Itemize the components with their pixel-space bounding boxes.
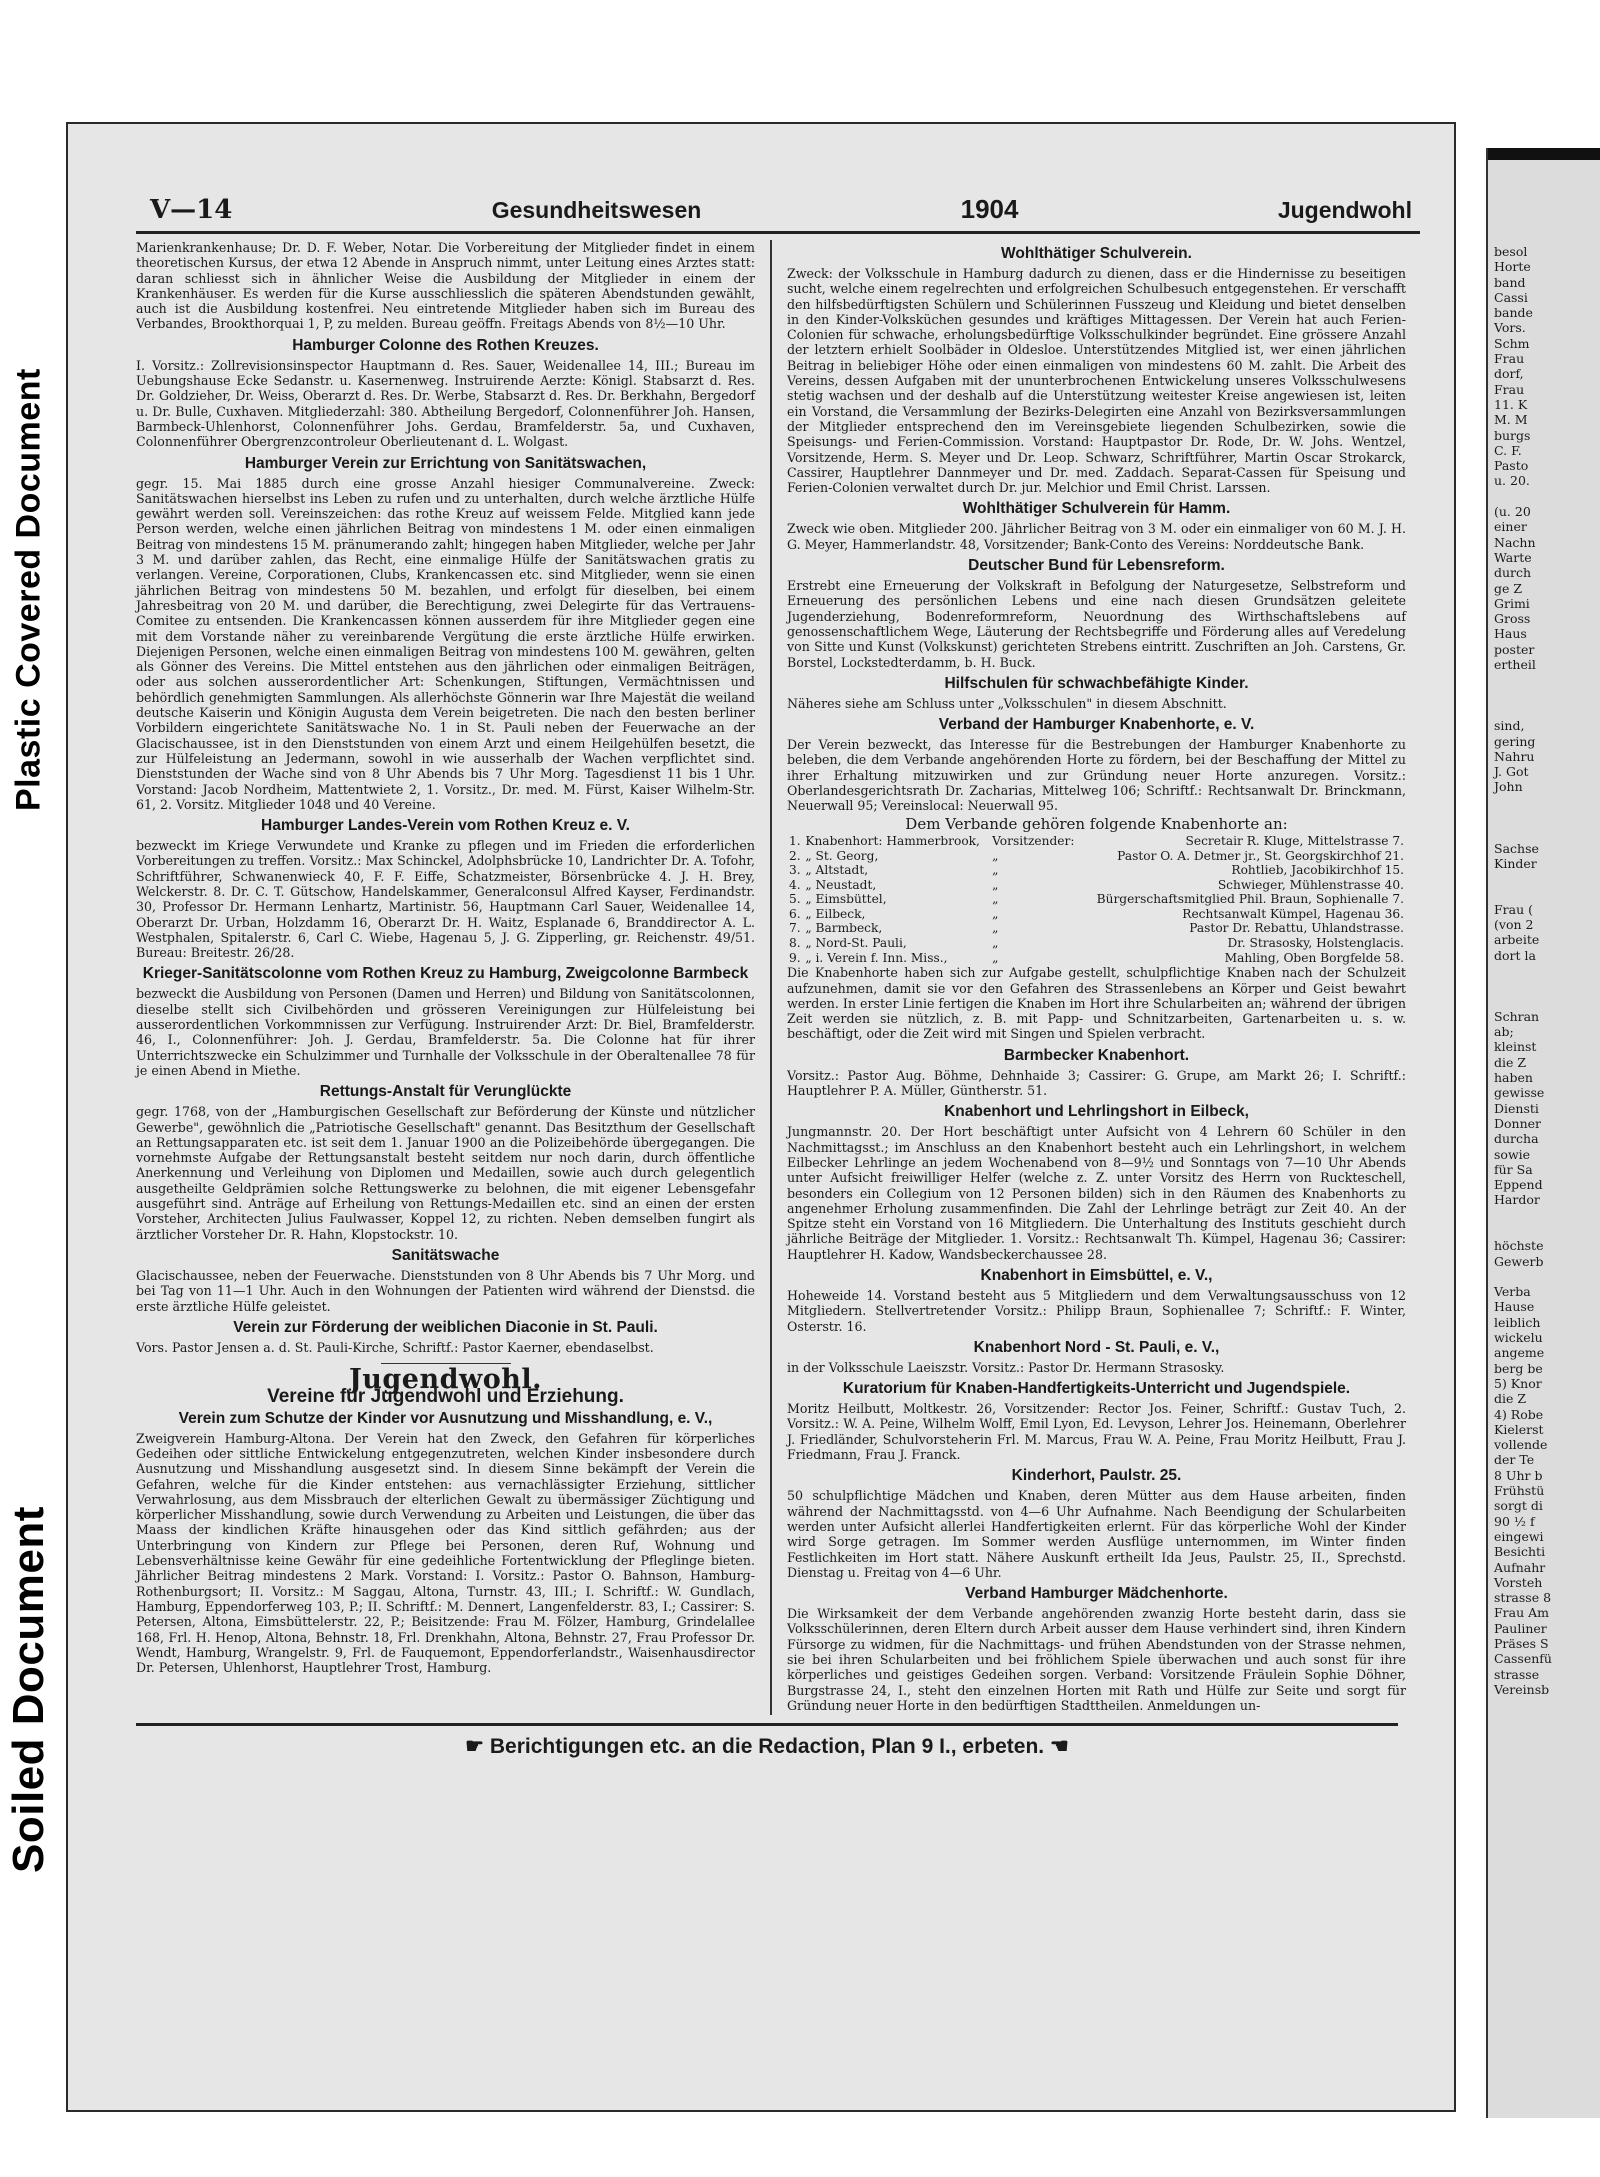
neighbor-text-fragment: höchste bbox=[1494, 1238, 1544, 1254]
neighbor-text-fragment: Gewerb bbox=[1494, 1253, 1544, 1269]
section-text: Die Knabenhorte haben sich zur Aufgabe gestellt, schulpflichtige Knaben nach der Schulzeit aufzunehmen, damit sie vor den Gefahren des Strassenlebens an Körper und Geist bewahrt werden. In erster Linie fertigen die Knaben im Hort ihre Schularbeiten an; während der übrigen Zeit werden sie nützlich, z. B. mit Papp- und Schnitzarbeiten, Gartenarbeiten u. s. w. beschäftigt, oder die Zeit wird mit Singen und Spielen verbracht. bbox=[787, 965, 1406, 1042]
pointing-hand-right-icon: ☚ bbox=[1049, 1735, 1069, 1759]
table-cell-vor: „ bbox=[992, 950, 999, 965]
section-heading: Barmbecker Knabenhort. bbox=[1003, 1046, 1190, 1064]
table-cell-name: „ Neustadt, bbox=[805, 877, 877, 892]
section-text: Näheres siehe am Schluss unter „Volksschulen" in diesem Abschnitt. bbox=[787, 695, 1227, 711]
table-cell-name: Knabenhort: Hammerbrook, bbox=[805, 833, 980, 848]
neighbor-text-fragment: Verba bbox=[1494, 1284, 1531, 1300]
table-row bbox=[787, 863, 1406, 878]
chapter-subtitle: Vereine für Jugendwohl und Erziehung. bbox=[267, 1386, 624, 1408]
table-cell-person: Secretair R. Kluge, Mittelstrasse 7. bbox=[1185, 833, 1404, 848]
neighbor-text-fragment: strasse 8 bbox=[1494, 1590, 1552, 1606]
neighbor-text-fragment: dort la bbox=[1494, 947, 1536, 963]
section-text: Der Verein bezweckt, das Interesse für die Bestrebungen der Hamburger Knabenhorte zu beleben, die dem Verbande angehörenden Horte zu fördern, bei der Beschaffung der Mittel zu ihrer Erhaltung mitzuwirken und zur Gründung neuer Horte anzuregen. Vorsitz.: Oberlandesgerichtsrath Dr. Zacharias, Mittelweg 106; Schriftf.: Rechtsanwalt Dr. Brinckmann, Neuerwall 95; Vereinslocal: Neuerwall 95. bbox=[787, 737, 1406, 814]
neighbor-text-fragment: Gross bbox=[1494, 611, 1531, 627]
section-text: 50 schulpflichtige Mädchen und Knaben, deren Mütter aus dem Hause arbeiten, finden während der Nachmittagsstd. von 4—6 Uhr Aufnahme. Nach Beendigung der Schularbeiten werden unter Aufsicht allerlei Handfertigkeiten erlernt. Für das körperliche Wohl der Kinder wird Sorge getragen. Im Sommer werden Ausflüge unternommen, im Winter finden Festlichkeiten im Hort statt. Nähere Auskunft ertheilt Ida Jeus, Paulstr. 25, II., Sprechstd. Dienstag u. Freitag von 4—6 Uhr. bbox=[787, 1488, 1406, 1580]
neighbor-text-fragment bbox=[1488, 688, 1552, 703]
section-text: gegr. 1768, von der „Hamburgischen Gesellschaft zur Beförderung der Künste und nützlicher Gewerbe", gewöhnlich die „Patriotische Gesellschaft" genannt. Das Besitzthum der Gesellschaft an Rettungsapparaten etc. ist seit dem 1. Januar 1900 an die Polizeibehörde übergegangen. Die vornehmste Aufgabe der Rettungsanstalt besteht seitdem nur noch darin, durch öffentliche Anerkennung und Verleihung von Diplomen und Medaillen, sowie auch durch gelegentlich ausgetheilte Geldprämien solche Rettungswerke zu belohnen, die mit eigener Lebensgefahr ausgeführt sind. Anträge auf Erheilung von Rettungs-Medaillen etc. sind an einen der ersten Vorsteher, Architecten Julius Faulwasser, Koppel 12, zu richten. Neben demselben fungirt als ärztlicher Vorsteher Dr. R. Hahn, Klopstockstr. 10. bbox=[136, 1104, 755, 1242]
neighbor-text-fragment: Vereinsb bbox=[1494, 1681, 1550, 1697]
neighbor-text-fragment: Pauliner bbox=[1494, 1620, 1547, 1636]
neighbor-text-fragment: sorgt di bbox=[1494, 1498, 1543, 1514]
section-text: gegr. 15. Mai 1885 durch eine grosse Anzahl hiesiger Communalvereine. Zweck: Sanitätswachen hierselbst ins Leben zu rufen und zu unterhalten, durch welche ärztliche Hülfe gewährt werden soll. Vereinszeichen: das rothe Kreuz auf weissem Felde. Mitglied kann jede Person werden, welche einen jährlichen Beitrag von mindestens 1 M. oder einen einmaligen Beitrag von mindestens 15 M. pränumerando zahlt; hingegen haben Mitglieder, welche per Jahr 3 M. und darüber zahlen, das Recht, eine einmalige Hülfe der Sanitätswachen gratis zu verlangen. Vereine, Corporationen, Clubs, Krankencassen etc. sind Mitglieder, wenn sie einen jährlichen Beitrag von mindestens 50 M. bezahlen, und erfolgt für dieselben, bei einem Jahresbeitrag von 20 M. und darüber, die Berechtigung, zwei Delegirte für das Vertrauens-Comitee zu entsenden. Die Krankencassen können ausserdem für ihre Mitglieder gegen eine mit dem Vorstande näher zu vereinbarende Vergütung die erste ärztliche Hülfe erwirken. Diejenigen Personen, welche einen einmaligen Beitrag von mindestens 100 M. gewähren, gelten als Gönner des Vereins. Die Mittel entstehen aus den jährlichen oder einmaligen Beiträgen, oder aus solchen ausserordentlicher Art: Schenkungen, Stiftungen, Vermächtnissen und behördlich genehmigten Sammlungen. Als allerhöchste Gönnerin war Ihre Majestät die weiland deutsche Kaiserin und Königin Augusta dem Verein beigetreten. Die nach den besten berliner Vorbildern eingerichtete Sanitätswache No. 1 in St. Pauli neben der Feuerwache an der Glacischaussee, ist in den Dienststunden von einem Arzt und einem Heilgehülfen besetzt, die zur Hülfeleistung an Jedermann, sowohl in wie ausserhalb der Wachen verpflichtet sind. Dienststunden der Wache sind von 8 Uhr Abends bis 7 Uhr Morg. Tagesdienst 11 bis 1 Uhr. Vorstand: Jacob Nordheim, Mattentwiete 2, 1. Vorsitz., Dr. med. M. Fürst, Kaiser Wilhelm-Str. 61, 2. Vorsitz. Mitglieder 1048 und 40 Vereine. bbox=[136, 475, 755, 812]
neighbor-text-fragment: John bbox=[1494, 779, 1523, 795]
page-number: V—14 bbox=[150, 195, 233, 225]
neighbor-text-fragment: 5) Knor bbox=[1494, 1375, 1542, 1391]
neighbor-text-fragment: angeme bbox=[1494, 1345, 1545, 1361]
neighbor-text-fragment: Frau ( bbox=[1494, 901, 1534, 917]
section-text: Zweigverein Hamburg-Altona. Der Verein hat den Zweck, den Gefahren für körperliches Gedeihen oder sittliche Entwickelung entgegenzutreten, welchen Kinder insbesondere durch Ausnutzung und Misshandlung ausgesetzt sind. In diesem Sinne bekämpft der Verein die Gefahren, welche für die Kinder entstehen: aus vernachlässigter Erziehung, sittlicher Verwahrlosung, aus dem Missbrauch der elterlichen Gewalt zu übermässiger Züchtigung und körperlicher Misshandlung, sowie durch Verwendung zu Arbeiten und Leistungen, die über das Maass der kindlichen Kräfte hinausgehen oder das Kind sittlich gefährden; aus der Unterbringung von Kindern zur Pflege bei Personen, deren Ruf, Wohnung und Lebensverhältnisse keine Gewähr für eine gedeihliche Fortentwicklung der Pfleglinge bieten. Jährlicher Beitrag mindestens 2 Mark. Vorstand: I. Vorsitz.: Pastor O. Bahnson, Hamburg-Rothenburgsort; II. Vorsitz.: M Saggau, Altona, Turnstr. 43, III.; I. Schriftf.: W. Gundlach, Hamburg, Eppendorferweg 103, P.; II. Schriftf.: M. Dennert, Langenfelderstr. 83, I.; Cassirer: S. Petersen, Altona, Eimsbüttelerstr. 22, P.; Beisitzende: Frau M. Fölzer, Hamburg, Grindelallee 168, Frl. H. Henop, Altona, Behnstr. 18, Frl. Drenkhahn, Altona, Behnstr. 27, Frau Professor Dr. Wendt, Hamburg, Wrangelstr. 9, Frl. de Fauquemont, Eppendorferlandstr., Waisenhausdirector Dr. Petersen, Uhlenhorst, Hauptlehrer Trost, Hamburg. bbox=[136, 1430, 755, 1676]
table-cell-vor: „ bbox=[992, 936, 999, 951]
neighbor-text-fragment: kleinst bbox=[1494, 1039, 1537, 1055]
section-heading: Hamburger Landes-Verein vom Rothen Kreuz e. V. bbox=[261, 817, 630, 835]
neighbor-text-fragment: ab; bbox=[1494, 1024, 1514, 1040]
table-cell-vor: Vorsitzender: bbox=[992, 833, 1075, 848]
neighbor-text-fragment: Hardor bbox=[1494, 1192, 1540, 1208]
section-heading: Verband der Hamburger Knabenhorte, e. V. bbox=[938, 716, 1255, 734]
neighbor-text-fragment: Vorsteh bbox=[1494, 1574, 1543, 1590]
neighbor-text-fragment: Frau bbox=[1494, 351, 1525, 367]
neighbor-text-fragment: band bbox=[1494, 274, 1526, 290]
neighbor-text-fragment: ertheil bbox=[1494, 657, 1536, 673]
neighbor-text-fragment: einer bbox=[1494, 519, 1527, 535]
table-cell-vor: „ bbox=[992, 877, 999, 892]
section-heading: Verein zur Förderung der weiblichen Diaconie in St. Pauli. bbox=[233, 1318, 658, 1336]
table-cell-name: „ Eimsbüttel, bbox=[805, 892, 887, 907]
section-text: Jungmannstr. 20. Der Hort beschäftigt unter Aufsicht von 4 Lehrern 60 Schüler in den Nachmittagsst.; im Anschluss an den Knabenhort besteht auch ein Lehrlingshort, in welchem Eilbecker Lehrlinge an jedem Wochenabend von 8—9½ und Sonntags von 7—10 Uhr Abends unter Aufsicht freiwilliger Helfer (welche z. Z. unter Vorsitz des Herrn von Ruckteschell, besonders ein Collegium von 12 Personen bilden) sich in den Räumen des Knabenhorts zu angenehmer Erholung zusammenfinden. Die Zahl der Lehrlinge beträgt zur Zeit 40. An der Spitze steht ein Vorstand von 16 Mitgliedern. Die Unterhaltung des Instituts geschieht durch jährliche Beiträge der Mitglieder. 1. Vorsitz.: Rechtsanwalt Th. Kümpel, Hagenau 36; Cassirer: Hauptlehrer H. Kadow, Wandsbeckerchaussee 28. bbox=[787, 1124, 1406, 1262]
neighbor-text-fragment: vollende bbox=[1494, 1437, 1548, 1453]
neighbor-text-fragment bbox=[1488, 810, 1552, 825]
page-header bbox=[136, 194, 1420, 234]
section-heading: Knabenhort in Eimsbüttel, e. V., bbox=[980, 1267, 1213, 1284]
neighbor-text-fragment: Cassi bbox=[1494, 289, 1528, 305]
section-heading: Verein zum Schutze der Kinder vor Ausnutzung und Misshandlung, e. V., bbox=[178, 1409, 713, 1427]
table-cell-person: Bürgerschaftsmitglied Phil. Braun, Sophienalle 7. bbox=[1096, 892, 1404, 907]
neighbor-text-fragment: Schm bbox=[1494, 335, 1530, 351]
neighbor-text-fragment: strasse bbox=[1494, 1666, 1540, 1682]
black-tab bbox=[1486, 148, 1600, 160]
neighbor-text-fragment: Nahru bbox=[1494, 748, 1535, 764]
neighbor-text-fragment: dorf, bbox=[1494, 366, 1524, 382]
neighbor-text-fragment: Frau bbox=[1494, 381, 1525, 397]
table-cell-name: „ St. Georg, bbox=[805, 848, 879, 863]
neighbor-text-fragment: Cassenfü bbox=[1494, 1651, 1552, 1667]
neighbor-page-strip bbox=[1486, 148, 1600, 2118]
section-text: Die Wirksamkeit der dem Verbande angehörenden zwanzig Horte besteht darin, dass sie Volksschülerinnen, deren Eltern durch Arbeit ausser dem Hause verhindert sind, ihren Kindern Fürsorge zu widmen, für die Nachmittags- und frühen Abendstunden von der Strasse nehmen, sie bei ihren Schularbeiten und bei fröhlichem Spiele überwachen und auch sonst für ihre körperliches und geistiges Gedeihen sorgen. Verband: Vorsitzende Fräulein Sophie Döhner, Burgstrasse 24, I., steht den einzelnen Horten mit Rath und Hülfe zur Seite und sorgt für Gründung neuer Horte in den bedürftigen Stadttheilen. Anmeldungen un- bbox=[787, 1606, 1406, 1713]
horte-list-heading: Dem Verbande gehören folgende Knabenhorte an: bbox=[905, 814, 1288, 833]
section-text: Vorsitz.: Pastor Aug. Böhme, Dehnhaide 3; Cassirer: G. Grupe, am Markt 26; I. Schriftf.: Hauptlehrer P. A. Müller, Güntherstr. 51. bbox=[787, 1067, 1406, 1099]
chapter-title: Jugendwohl. bbox=[348, 1364, 542, 1396]
neighbor-text-fragment: burgs bbox=[1494, 427, 1531, 443]
neighbor-text-fragment: Vors. bbox=[1494, 320, 1526, 336]
pointing-hand-left-icon: ☛ bbox=[465, 1735, 484, 1759]
section-heading: Hilfschulen für schwachbefähigte Kinder. bbox=[944, 674, 1249, 692]
table-cell-name: „ Eilbeck, bbox=[805, 906, 866, 921]
section-heading: Kinderhort, Paulstr. 25. bbox=[1011, 1467, 1182, 1485]
neighbor-text-fragment: (u. 20 bbox=[1494, 504, 1531, 520]
neighbor-text-fragment bbox=[1488, 1223, 1552, 1238]
footer-text: Berichtigungen etc. an die Redaction, Plan 9 I., erbeten. bbox=[489, 1735, 1045, 1759]
section-heading: Knabenhort Nord - St. Pauli, e. V., bbox=[973, 1338, 1220, 1356]
table-cell-person: Schwieger, Mühlenstrasse 40. bbox=[1217, 877, 1404, 892]
table-row bbox=[787, 892, 1406, 907]
page-footer bbox=[136, 1723, 1398, 1759]
section-text: Moritz Heilbutt, Moltkestr. 26, Vorsitzender: Rector Jos. Feiner, Schriftf.: Gustav Tuch, 2. Vorsitz.: W. A. Peine, Wilhelm Wolff, Emil Lyon, Ed. Levyson, Lehrer Jos. Heinemann, Oberlehrer J. Friedländer, Schulvorsteherin Frl. M. Marcus, Frau W. A. Peine, Frau Moritz Heilbutt, Frau J. Friedmann, Frau J. Franck. bbox=[787, 1401, 1406, 1463]
neighbor-text-fragment: Nachn bbox=[1494, 534, 1536, 550]
section-text: Hoheweide 14. Vorstand besteht aus 5 Mitgliedern und dem Verwaltungsausschuss von 12 Mitgliedern. Stellvertretender Vorsitz.: Philipp Braun, Sophienallee 7; Schriftf.: F. Winter, Osterstr. 16. bbox=[787, 1288, 1406, 1334]
table-row bbox=[787, 951, 1406, 966]
section-title: Gesundheitswesen bbox=[491, 197, 702, 223]
table-cell-vor: „ bbox=[992, 921, 999, 936]
neighbor-text-fragment: Kinder bbox=[1494, 855, 1537, 871]
table-cell-no: 8. bbox=[789, 936, 801, 951]
table-row bbox=[787, 921, 1406, 936]
table-cell-no: 2. bbox=[789, 848, 801, 863]
section-heading: Wohlthätiger Schulverein. bbox=[1001, 245, 1192, 262]
neighbor-text-fragment bbox=[1488, 1269, 1552, 1284]
section-heading: Verband Hamburger Mädchenhorte. bbox=[965, 1585, 1228, 1603]
neighbor-text-fragment: berg be bbox=[1494, 1360, 1543, 1376]
table-cell-vor: „ bbox=[992, 863, 999, 878]
neighbor-text-fragment: Haus bbox=[1494, 626, 1527, 642]
neighbor-text-fragment: haben bbox=[1494, 1070, 1533, 1086]
neighbor-text-fragment: poster bbox=[1494, 641, 1535, 657]
neighbor-text-fragment: durch bbox=[1494, 565, 1532, 581]
neighbor-text-fragment: ge Z bbox=[1494, 580, 1523, 596]
neighbor-text-fragment: gewisse bbox=[1494, 1085, 1545, 1101]
neighbor-text-fragment: Präses S bbox=[1494, 1636, 1549, 1652]
year: 1904 bbox=[960, 194, 1019, 224]
table-cell-person: Rechtsanwalt Kümpel, Hagenau 36. bbox=[1182, 906, 1404, 921]
neighbor-text-fragment: Donner bbox=[1494, 1115, 1542, 1131]
neighbor-text-fragment bbox=[1488, 489, 1552, 504]
table-row bbox=[787, 878, 1406, 893]
table-row bbox=[787, 834, 1406, 849]
neighbor-text-fragment: 90 ½ f bbox=[1494, 1513, 1535, 1529]
section-heading: Wohlthätiger Schulverein für Hamm. bbox=[962, 500, 1231, 518]
table-row bbox=[787, 849, 1406, 864]
table-cell-person: Mahling, Oben Borgfelde 58. bbox=[1224, 950, 1404, 965]
section-text: Erstrebt eine Erneuerung der Volkskraft in Befolgung der Naturgesetze, Selbstreform und Erneuerung des persönlichen Lebens und eine nach diesen Grundsätzen geleitete Jugenderziehung, Bodenreformreform, Neuordnung des Wirthschaftslebens auf genossenschaftlichem Wege, Läuterung der Rechtsbegriffe und Förderung alles auf Veredelung von Sitte und Kunst (Volkskunst) gerichteten Strebens eintritt. Zuschriften an Joh. Carstens, Gr. Borstel, Lockstedterdamm, b. H. Buck. bbox=[787, 578, 1406, 670]
neighbor-text-fragment: M. M bbox=[1494, 412, 1528, 428]
neighbor-text-fragment: sowie bbox=[1494, 1146, 1531, 1162]
section-heading: Kuratorium für Knaben-Handfertigkeits-Unterricht und Jugendspiele. bbox=[842, 1380, 1351, 1398]
neighbor-text-fragment: gering bbox=[1494, 733, 1536, 749]
neighbor-text-fragment: Grimi bbox=[1494, 595, 1530, 611]
neighbor-text-fragment: sind, bbox=[1494, 718, 1525, 734]
left-column bbox=[136, 240, 772, 1715]
table-cell-vor: „ bbox=[992, 892, 999, 907]
neighbor-text-fragment bbox=[1488, 1208, 1552, 1223]
table-cell-name: „ Barmbeck, bbox=[805, 921, 883, 936]
neighbor-text-fragment: für Sa bbox=[1494, 1161, 1533, 1177]
neighbor-text-fragment: besol bbox=[1494, 244, 1528, 259]
neighbor-text-fragment bbox=[1488, 963, 1552, 978]
table-cell-vor: „ bbox=[992, 848, 999, 863]
neighbor-text-fragment: Kielerst bbox=[1494, 1421, 1544, 1437]
neighbor-text-fragment: Schran bbox=[1494, 1008, 1540, 1024]
section-text: bezweckt im Kriege Verwundete und Kranke zu pflegen und im Frieden die erforderlichen Vorbereitungen zu treffen. Vorsitz.: Max Schinckel, Adolphsbrücke 10, Landrichter Dr. A. Tofohr, Schriftführer, Schwanenwieck 40, F. F. Eiffe, Schatzmeister, Börsenbrücke 4. J. H. Brey, Welckerstr. 8. Dr. C. T. Gütschow, Handelskammer, Generalconsul Alfred Kayser, Ferdinandstr. 30, Professor Dr. Hermann Lenhartz, Martinistr. 56, Hauptmann Carl Sauer, Weidenallee 14, Oberarzt Dr. Urban, Holzdamm 16, Oberarzt Dr. H. Waitz, Esplanade 6, Branddirector A. L. Westphalen, Spitalerstr. 6, Carl C. Wiebe, Hagenau 5, J. G. Zipperling, gr. Reichenstr. 49/51. Bureau: Breitestr. 26/28. bbox=[136, 838, 755, 961]
table-cell-no: 4. bbox=[789, 877, 801, 892]
neighbor-text-fragment bbox=[1488, 886, 1552, 901]
neighbor-text-fragment: Horte bbox=[1494, 259, 1531, 275]
section-heading: Rettungs-Anstalt für Verunglückte bbox=[319, 1083, 572, 1101]
soiled-document-stamp: Soiled Document bbox=[4, 1506, 53, 1874]
section-heading: Hamburger Verein zur Errichtung von Sanitätswachen, bbox=[244, 454, 647, 472]
section-text: I. Vorsitz.: Zollrevisionsinspector Hauptmann d. Res. Sauer, Weidenallee 14, III.; Bureau im Uebungshause Ecke Sedanstr. u. Kasernenweg. Instruirende Aerzte: Königl. Stabsarzt d. Res. Dr. Goldzieher, Dr. Weiss, Oberarzt d. Res. Dr. Werbe, Stabsarzt d. Res. Dr. Berkhahn, Bergedorf u. Dr. Bulle, Cuxhaven. Mitgliederzahl: 380. Abtheilung Bergedorf, Colonnenführer Joh. Hansen, Barmbeck-Uhlenhorst, Colonnenführer Johs. Gerdau, Bramfelderstr. 5a, und Cuxhaven, Colonnenführer Obergrenzcontroleur Oberlieutenant d. L. Wolgast. bbox=[136, 357, 755, 450]
plastic-covered-stamp: Plastic Covered Document bbox=[9, 368, 48, 812]
table-cell-no: 7. bbox=[789, 921, 801, 936]
neighbor-text-fragment: arbeite bbox=[1494, 932, 1540, 948]
table-cell-no: 5. bbox=[789, 892, 801, 907]
neighbor-text-fragment: durcha bbox=[1494, 1131, 1539, 1147]
neighbor-text-fragment: Diensti bbox=[1494, 1100, 1539, 1116]
neighbor-text-fragment: (von 2 bbox=[1494, 917, 1534, 933]
neighbor-text-fragment: 11. K bbox=[1494, 396, 1528, 412]
table-cell-vor: „ bbox=[992, 906, 999, 921]
section-heading: Sanitätswache bbox=[391, 1246, 500, 1264]
neighbor-text-fragment: J. Got bbox=[1494, 764, 1529, 780]
section-heading: Hamburger Colonne des Rothen Kreuzes. bbox=[292, 336, 599, 354]
table-cell-person: Rohtlieb, Jacobikirchhof 15. bbox=[1231, 863, 1404, 878]
section-heading: Deutscher Bund für Lebensreform. bbox=[968, 557, 1225, 575]
neighbor-text-fragment: die Z bbox=[1494, 1054, 1527, 1070]
table-cell-no: 6. bbox=[789, 906, 801, 921]
neighbor-text-fragment: C. F. bbox=[1494, 442, 1522, 458]
table-row bbox=[787, 907, 1406, 922]
table-cell-name: „ i. Verein f. Inn. Miss., bbox=[805, 950, 948, 965]
neighbor-text-fragment: wickelu bbox=[1494, 1330, 1543, 1346]
neighbor-text-fragment bbox=[1488, 978, 1552, 993]
neighbor-text-fragment: Hause bbox=[1494, 1299, 1535, 1315]
neighbor-text-fragment: 4) Robe bbox=[1494, 1406, 1544, 1422]
scanned-page bbox=[66, 122, 1456, 2112]
neighbor-text-fragment bbox=[1488, 795, 1552, 810]
table-cell-person: Pastor O. A. Detmer jr., St. Georgskirchhof 21. bbox=[1117, 848, 1404, 863]
section-heading: Krieger-Sanitätscolonne vom Rothen Kreuz zu Hamburg, Zweigcolonne Barmbeck bbox=[142, 965, 749, 983]
neighbor-text-fragment bbox=[1488, 672, 1552, 687]
section-text: Glacischaussee, neben der Feuerwache. Dienststunden von 8 Uhr Abends bis 7 Uhr Morg. und bei Tag von 11—1 Uhr. Auch in den Wohnungen der Patienten wird während der Dienstsd. die erste ärztliche Hülfe geleistet. bbox=[136, 1267, 755, 1314]
neighbor-text-fragment: leiblich bbox=[1494, 1314, 1541, 1330]
neighbor-text-fragment bbox=[1488, 825, 1552, 840]
neighbor-text-fragment: Pasto bbox=[1494, 458, 1529, 474]
neighbor-text-fragment: eingewi bbox=[1494, 1528, 1544, 1544]
table-cell-person: Dr. Strasosky, Holstenglacis. bbox=[1227, 936, 1404, 951]
section-text: Zweck wie oben. Mitglieder 200. Jährlicher Beitrag von 3 M. oder ein einmaliger von 60 M. J. H. G. Meyer, Hammerlandstr. 48, Vorsitzender; Bank-Conto des Vereins: Norddeutsche Bank. bbox=[787, 521, 1406, 552]
neighbor-text-fragment: 8 Uhr b bbox=[1494, 1467, 1543, 1483]
section-text: in der Volksschule Laeiszstr. Vorsitz.: Pastor Dr. Hermann Strasosky. bbox=[787, 1359, 1225, 1375]
section-heading: Knabenhort und Lehrlingshort in Eilbeck, bbox=[944, 1103, 1249, 1121]
topic-title: Jugendwohl bbox=[1277, 197, 1412, 223]
knabenhorte-table bbox=[787, 834, 1406, 965]
right-column bbox=[772, 240, 1406, 1715]
neighbor-text-fragment: Frühstü bbox=[1494, 1483, 1545, 1499]
neighbor-text-fragment: Frau Am bbox=[1494, 1605, 1550, 1621]
neighbor-text-fragment bbox=[1488, 871, 1552, 886]
neighbor-text-fragment: Aufnahr bbox=[1494, 1559, 1546, 1575]
section-text: bezweckt die Ausbildung von Personen (Damen und Herren) und Bildung von Sanitätscolonnen, dieselbe stellt sich Civilbehörden und grösseren Vereinigungen zur Hülfeleistung bei ausserordentlichen Vorkommnissen zur Verfügung. Instruirender Arzt: Dr. Biel, Bramfelderstr. 46, I., Colonnenführer: Joh. J. Gerdau, Bramfelderstr. 5a. Die Colonne hat für ihrer Unterrichtszwecke ein Schulzimmer und Turnhalle der Volksschule in der Oberaltenallee 78 für je einen Abend in Miethe. bbox=[136, 986, 755, 1078]
neighbor-text-fragment: Warte bbox=[1494, 549, 1532, 565]
table-cell-person: Pastor Dr. Rebattu, Uhlandstrasse. bbox=[1189, 921, 1404, 936]
neighbor-text-fragment: Sachse bbox=[1494, 840, 1539, 856]
neighbor-text-fragment: bande bbox=[1494, 305, 1533, 321]
table-cell-no: 9. bbox=[789, 950, 801, 965]
table-row bbox=[787, 936, 1406, 951]
table-cell-name: „ Altstadt, bbox=[805, 863, 869, 878]
table-cell-no: 3. bbox=[789, 863, 801, 878]
neighbor-text-fragment bbox=[1488, 703, 1552, 718]
neighbor-text-fragment: Eppend bbox=[1494, 1177, 1543, 1193]
neighbor-text-fragment: der Te bbox=[1494, 1452, 1535, 1468]
neighbor-text-fragment: die Z bbox=[1494, 1391, 1527, 1407]
table-cell-name: „ Nord-St. Pauli, bbox=[805, 936, 907, 951]
section-text: Zweck: der Volksschule in Hamburg dadurch zu dienen, dass er die Hindernisse zu beseitigen sucht, welche einem regelrechten und erfolgreichen Schulbesuch entgegenstehen. Er verschafft den hilfsbedürftigsten Schülern und Schülerinnen Fusszeug und Kleidung und bietet denselben in den Kinder-Volksküchen gesundes und kräftiges Mittagessen. Der Verein hat auch Ferien-Colonien für schwache, erholungsbedürftige Volksschulkinder begründet. Eine grössere Anzahl der letztern erhielt Soolbäder in Oldesloe. Unterstützendes Mitglied ist, wer einen jährlichen Beitrag in beliebiger Höhe oder einen einmaligen von mindestens 60 M. zahlt. Die Arbeit des Vereins, dessen Aufgaben mit der ununterbrochenen Entwickelung unseres Volksschulwesens stetig wachsen und der deshalb auf die Unterstützung weitester Kreise angewiesen ist, leiten ein Vorstand, die Versammlung der Bezirks-Delegirten eine Anzahl von Bezirksversammlungen der Mitglieder entsprechend den im Vereinsgebiete liegenden Schulbezirken, sowie die Speisungs- und Ferien-Commission. Vorstand: Hauptpastor Dr. Rode, Dr. W. Johs. Wentzel, Vorsitzende, Herm. S. Meyer und Dr. Leop. Schwarz, Schriftführer, Martin Oscar Strokarck, Cassirer, Hauptlehrer Dannmeyer und Dr. med. Zaddach. Separat-Cassen für Speisung und Ferien-Colonien verwaltet durch Dr. jur. Melchior und Emil Christ. Larssen. bbox=[787, 266, 1406, 496]
neighbor-text-fragment bbox=[1488, 994, 1552, 1009]
neighbor-text-fragment: Besichti bbox=[1494, 1544, 1546, 1560]
section-text: Vors. Pastor Jensen a. d. St. Pauli-Kirche, Schriftf.: Pastor Kaerner, ebendaselbst. bbox=[136, 1339, 654, 1355]
intro-paragraph: Marienkrankenhause; Dr. D. F. Weber, Notar. Die Vorbereitung der Mitglieder findet in einem theoretischen Kursus, der etwa 12 Abende in Anspruch nimmt, unter Leitung eines Arztes statt: daran schliesst sich in ähnlicher Weise die Ausbildung der Mitglieder in einem der Krankenhäuser. Es werden für die Kurse ausschliesslich die späteren Abendstunden gewählt, auch ist die Ausbildung kostenfrei. Neu eintretende Mitglieder haben sich im Bureau des Verbandes, Brookthorquai 1, P, zu melden. Bureau geöffn. Freitags Abends von 8½—10 Uhr. bbox=[136, 240, 755, 332]
neighbor-text-fragment: u. 20. bbox=[1494, 473, 1530, 489]
table-cell-no: 1. bbox=[789, 833, 801, 848]
